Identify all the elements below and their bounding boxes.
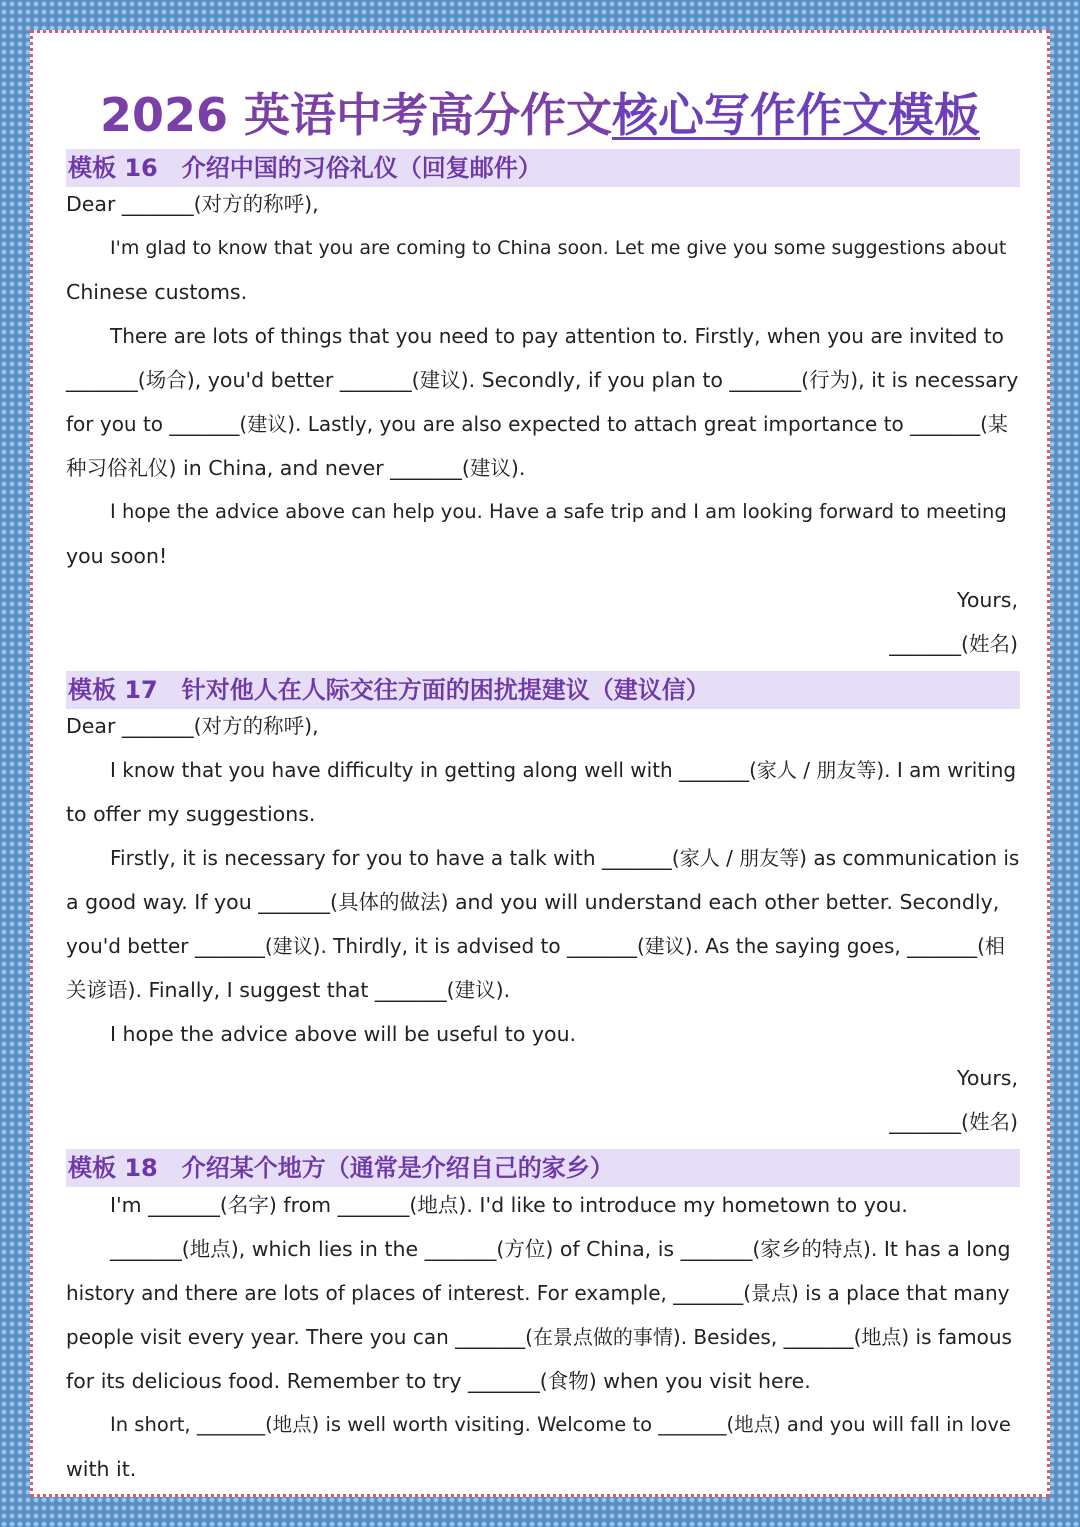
- closing-yours: Yours,: [957, 1066, 1018, 1090]
- text-line: a good way. If you _______(具体的做法) and you will understand each other better. Secondly,: [66, 890, 1000, 914]
- closing-name: _______(姓名): [889, 1110, 1018, 1134]
- text-line: I hope the advice above can help you. Have a safe trip and I am looking forward to meeting: [110, 500, 1007, 523]
- page-title: [33, 79, 1047, 145]
- text-line: _______(场合), you'd better _______(建议). Secondly, if you plan to _______(行为), it is necessary: [66, 368, 1019, 392]
- text-line: you soon!: [66, 544, 168, 568]
- text-line: for its delicious food. Remember to try _______(食物) when you visit here.: [66, 1369, 811, 1393]
- text-line: to offer my suggestions.: [66, 802, 316, 826]
- worksheet-page: [30, 30, 1050, 1497]
- text-line: 关谚语). Finally, I suggest that _______(建议).: [66, 978, 511, 1002]
- text-line: I know that you have difficulty in getting along well with _______(家人 / 朋友等). I am writing: [110, 758, 1017, 782]
- section-heading-17: 模板 17 针对他人在人际交往方面的困扰提建议（建议信）: [66, 671, 1020, 709]
- text-line: I hope the advice above will be useful to you.: [110, 1022, 577, 1046]
- closing-name: _______(姓名): [889, 632, 1018, 656]
- text-line: Dear _______(对方的称呼),: [66, 714, 319, 738]
- text-line: I'm glad to know that you are coming to China soon. Let me give you some suggestions about: [110, 237, 1007, 259]
- text-line: history and there are lots of places of interest. For example, _______(景点) is a place that many: [66, 1281, 1010, 1305]
- text-line: for you to _______(建议). Lastly, you are also expected to attach great importance to _______(某: [66, 412, 1008, 436]
- text-line: 种习俗礼仪) in China, and never _______(建议).: [66, 456, 526, 480]
- text-line: Firstly, it is necessary for you to have a talk with _______(家人 / 朋友等) as communication is: [110, 846, 1020, 870]
- text-line: people visit every year. There you can _______(在景点做的事情). Besides, _______(地点) is famous: [66, 1325, 1012, 1349]
- section-heading-18: 模板 18 介绍某个地方（通常是介绍自己的家乡）: [66, 1149, 1020, 1187]
- text-line: In short, _______(地点) is well worth visiting. Welcome to _______(地点) and you will fall in love: [110, 1413, 1011, 1436]
- page-title-highlight: 核心写作作文模板: [612, 88, 981, 142]
- text-line: you'd better _______(建议). Thirdly, it is advised to _______(建议). As the saying goes, _______(相: [66, 934, 1005, 958]
- text-line: Dear _______(对方的称呼),: [66, 192, 319, 216]
- closing-yours: Yours,: [957, 588, 1018, 612]
- text-line: _______(地点), which lies in the _______(方位) of China, is _______(家乡的特点). It has a long: [110, 1237, 1011, 1261]
- text-line: with it.: [66, 1457, 137, 1481]
- page-title-part1: 2026 英语中考高分作文: [99, 88, 613, 142]
- section-heading-16: 模板 16 介绍中国的习俗礼仪（回复邮件）: [66, 149, 1020, 187]
- text-line: I'm _______(名字) from _______(地点). I'd like to introduce my hometown to you.: [110, 1193, 908, 1217]
- text-line: Chinese customs.: [66, 280, 248, 304]
- text-line: There are lots of things that you need to pay attention to. Firstly, when you are invited to: [110, 324, 1004, 348]
